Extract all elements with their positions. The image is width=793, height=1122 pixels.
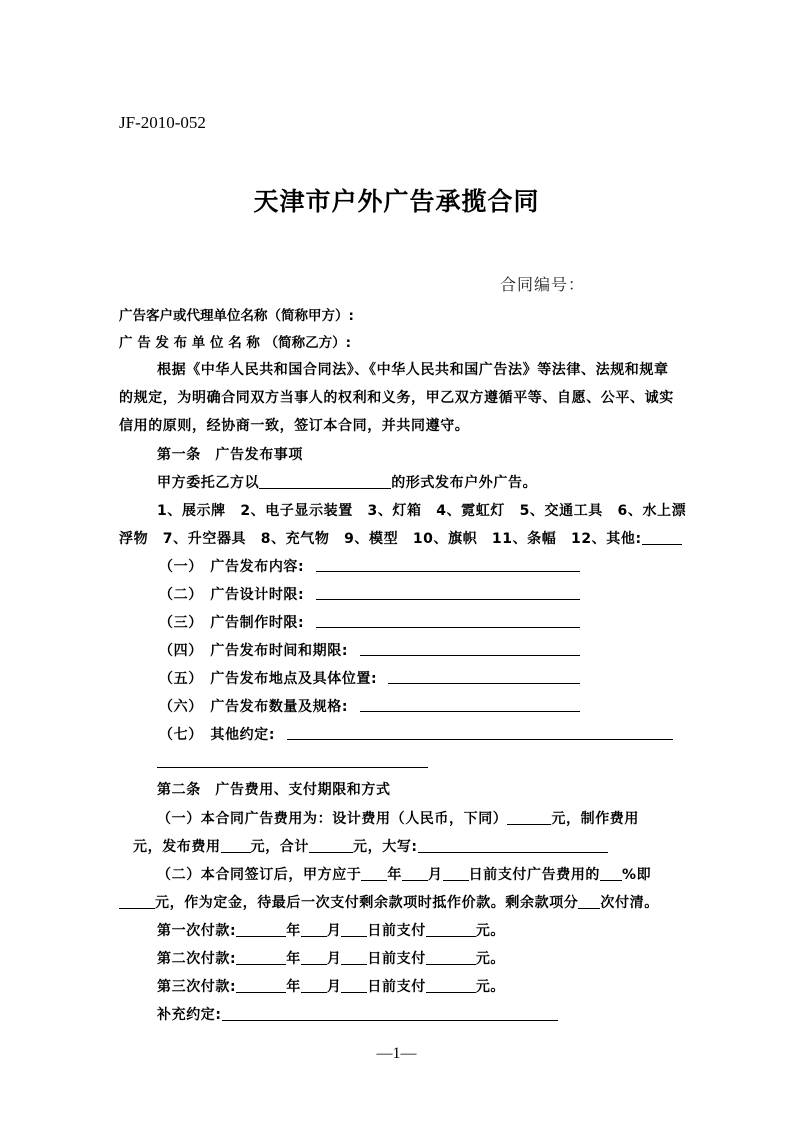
document-title: 天津市户外广告承揽合同 <box>253 187 540 216</box>
deposit-text: 元，作为定金，待最后一次支付剩余款项时抵作价款。剩余款项分 <box>155 895 579 911</box>
total-uppercase-blank[interactable] <box>418 838 608 853</box>
installment-amount-blank[interactable] <box>426 950 476 965</box>
month-label: 月 <box>326 923 342 939</box>
fee-line-1 <box>157 808 639 828</box>
ad-types-line-1: 1、展示牌 2、电子显示装置 3、灯箱 4、霓虹灯 5、交通工具 6、水上漂 <box>157 503 687 519</box>
payment-year-blank[interactable] <box>361 866 387 881</box>
installment-month-blank[interactable] <box>301 950 327 965</box>
item-5-blank[interactable] <box>388 683 580 684</box>
item-2 <box>159 584 304 604</box>
installment-amount-blank[interactable] <box>426 922 476 937</box>
installment-label: 第三次付款: <box>157 979 237 995</box>
item-6-blank[interactable] <box>360 711 580 712</box>
payment-line-2 <box>119 892 659 912</box>
ad-types-line-2 <box>119 528 682 548</box>
item-2-blank[interactable] <box>316 599 580 600</box>
fee-design-text: （一）本合同广告费用为：设计费用（人民币，下同） <box>157 811 508 827</box>
yuan-label: 元。 <box>475 951 506 967</box>
intro-line-3: 信用的原则，经协商一致，签订本合同，并共同遵守。 <box>119 418 470 434</box>
item-3 <box>159 612 304 632</box>
fee-total-text: 元，合计 <box>250 839 310 855</box>
intro-line-1: 根据《中华人民共和国合同法》、《中华人民共和国广告法》等法律、法规和规章 <box>157 362 669 378</box>
item-number: （七） <box>159 727 196 743</box>
day-label: 日前支付 <box>367 979 426 995</box>
contract-number-label: 合同编号： <box>500 275 586 294</box>
total-fee-blank[interactable] <box>309 838 353 853</box>
entrust-post: 的形式发布户外广告。 <box>391 475 538 491</box>
installment-day-blank[interactable] <box>341 950 367 965</box>
supplement-blank[interactable] <box>222 1006 558 1021</box>
day-label: 日前支付 <box>367 923 426 939</box>
item-label: 广告发布地点及具体位置: <box>210 671 378 687</box>
payment-percent-text: 日前支付广告费用的 <box>468 867 601 883</box>
item-4-blank[interactable] <box>360 655 580 656</box>
month-label: 月 <box>326 951 342 967</box>
year-label: 年 <box>286 923 301 939</box>
item-number: （六） <box>159 699 196 715</box>
installment-month-blank[interactable] <box>301 978 327 993</box>
year-label: 年 <box>286 951 301 967</box>
entrust-pre: 甲方委托乙方以 <box>157 475 260 491</box>
supplement <box>157 1004 558 1024</box>
fee-line-2 <box>119 836 608 856</box>
installment-year-blank[interactable] <box>236 978 286 993</box>
item-7-blank-continued[interactable] <box>157 767 428 768</box>
installment-label: 第二次付款: <box>157 951 237 967</box>
fee-publish-text: 元，发布费用 <box>133 839 221 855</box>
fee-uppercase-text: 元，大写: <box>353 839 418 855</box>
payment-line-1 <box>157 864 651 884</box>
entrust-sentence <box>157 472 537 492</box>
payment-day-blank[interactable] <box>443 866 469 881</box>
item-label: 广告制作时限: <box>210 615 305 631</box>
item-7-blank[interactable] <box>287 739 673 740</box>
installment-end-text: 次付清。 <box>600 895 659 911</box>
installment-amount-blank[interactable] <box>426 978 476 993</box>
fee-production-text: 元，制作费用 <box>551 811 640 827</box>
item-7 <box>159 724 275 744</box>
installment-2 <box>157 948 505 968</box>
installment-1 <box>157 920 505 940</box>
item-5 <box>159 668 377 688</box>
ad-types-text: 浮物 7、升空器具 8、充气物 9、模型 10、旗帜 11、条幅 12、其他: <box>119 531 642 547</box>
item-number: （二） <box>159 587 196 603</box>
installment-3 <box>157 976 505 996</box>
party-b-label: 广 告 发 布 单 位 名 称 （简称乙方）: <box>119 335 351 351</box>
item-1 <box>159 556 304 576</box>
document-code: JF-2010-052 <box>119 113 206 132</box>
installment-label: 第一次付款: <box>157 923 237 939</box>
installment-count-blank[interactable] <box>578 894 600 909</box>
page-number: —1— <box>376 1045 417 1062</box>
item-1-blank[interactable] <box>316 571 580 572</box>
item-6 <box>159 696 348 716</box>
year-label: 年 <box>387 867 403 883</box>
item-number: （五） <box>159 671 196 687</box>
item-4 <box>159 640 348 660</box>
publish-fee-blank[interactable] <box>221 838 251 853</box>
article-1-heading: 第一条 广告发布事项 <box>157 447 303 463</box>
item-label: 其他约定: <box>210 727 276 743</box>
ad-type-other-blank[interactable] <box>642 530 682 545</box>
installment-day-blank[interactable] <box>341 978 367 993</box>
item-3-blank[interactable] <box>316 627 580 628</box>
installment-day-blank[interactable] <box>341 922 367 937</box>
item-number: （三） <box>159 615 196 631</box>
party-a-label: 广告客户或代理单位名称（简称甲方）: <box>119 308 354 324</box>
design-fee-blank[interactable] <box>507 810 551 825</box>
yuan-label: 元。 <box>475 923 506 939</box>
installment-month-blank[interactable] <box>301 922 327 937</box>
day-label: 日前支付 <box>367 951 426 967</box>
supplement-label: 补充约定: <box>157 1007 222 1023</box>
yuan-label: 元。 <box>475 979 506 995</box>
deposit-amount-blank[interactable] <box>119 894 155 909</box>
item-label: 广告发布内容: <box>210 559 305 575</box>
month-label: 月 <box>326 979 342 995</box>
percent-label: %即 <box>622 867 652 883</box>
article-2-heading: 第二条 广告费用、支付期限和方式 <box>157 782 391 798</box>
item-label: 广告发布时间和期限: <box>210 643 349 659</box>
month-label: 月 <box>428 867 443 883</box>
year-label: 年 <box>286 979 301 995</box>
item-label: 广告发布数量及规格: <box>210 699 349 715</box>
item-number: （一） <box>159 559 196 575</box>
installment-year-blank[interactable] <box>236 922 286 937</box>
payment-month-blank[interactable] <box>402 866 428 881</box>
production-fee-blank[interactable] <box>119 839 133 853</box>
installment-year-blank[interactable] <box>236 950 286 965</box>
item-label: 广告设计时限: <box>210 587 305 603</box>
item-number: （四） <box>159 643 196 659</box>
payment-percent-blank[interactable] <box>600 866 622 881</box>
entrust-form-blank[interactable] <box>259 474 391 489</box>
intro-line-2: 的规定，为明确合同双方当事人的权利和义务，甲乙双方遵循平等、自愿、公平、诚实 <box>119 390 674 406</box>
payment-intro: （二）本合同签订后，甲方应于 <box>157 867 362 883</box>
